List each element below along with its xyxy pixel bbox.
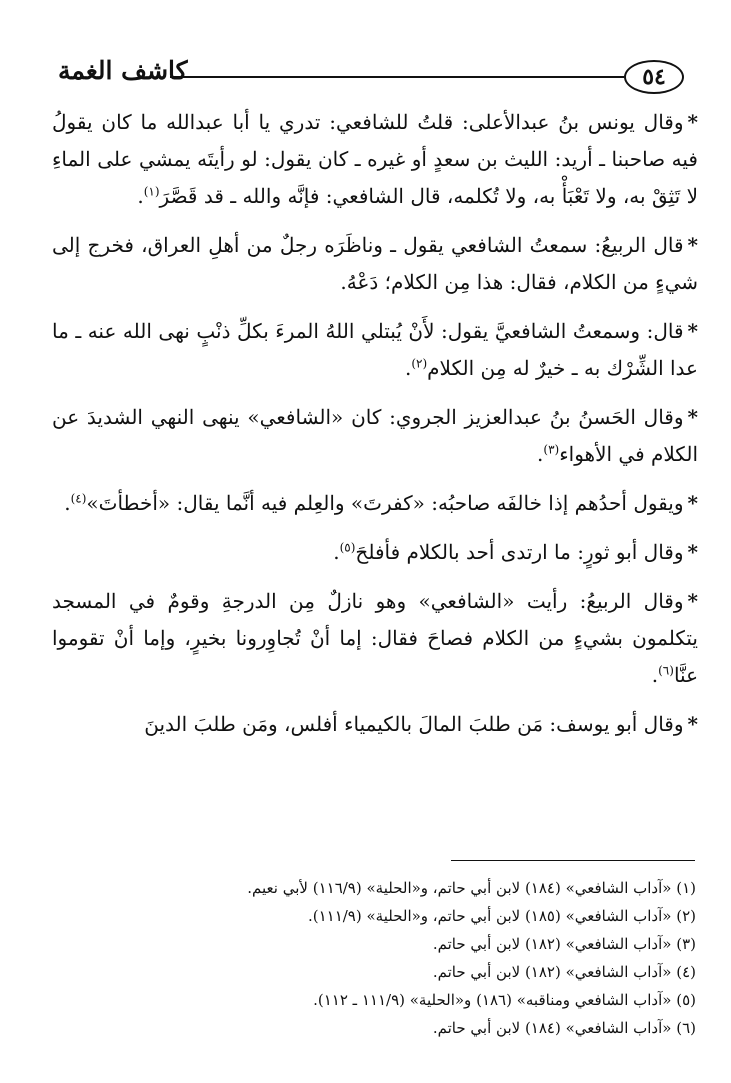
footnote: (٦) «آداب الشافعي» (١٨٤) لابن أبي حاتم. [432,1019,696,1037]
footnote: (٢) «آداب الشافعي» (١٨٥) لابن أبي حاتم، و«الحلية» (١١١/٩). [307,907,696,925]
paragraph-text: وقال يونس بنُ عبدالأعلى: قلتُ للشافعي: تدري يا أبا عبدالله ما كان يقولُ فيه صاحبنا ـ أريد: الليث بن سعدٍ أو غيره ـ كان يقول: لو رأيتَه يمشي على الماءِ لا تَثِقْ به، ولا تَعْبَأْ به، ولا تُكلمه، قال الشافعي: فإنَّه والله ـ قد قَصَّرَ [52,110,698,208]
paragraph [52,583,698,694]
footnote-marker: (٢) [411,356,428,371]
paragraph-tail: . [537,442,544,466]
paragraph-tail: . [64,491,71,515]
star-bullet: * [687,540,698,564]
paragraph-text: وقال أبو يوسف: مَن طلبَ المالَ بالكيمياء أفلس، ومَن طلبَ الدينَ [144,712,684,736]
star-bullet: * [687,589,698,613]
paragraph-text: قال: وسمعتُ الشافعيَّ يقول: لأَنْ يُبتلي اللهُ المرءَ بكلِّ ذنْبٍ نهى الله عنه ـ ما عدا الشِّرْك به ـ خيرٌ له مِن الكلام [52,319,698,380]
footnote: (٤) «آداب الشافعي» (١٨٢) لابن أبي حاتم. [432,963,696,981]
paragraph [52,485,698,522]
paragraph [52,227,698,301]
footnote-separator [451,860,695,861]
paragraph [52,104,698,215]
star-bullet: * [687,319,698,343]
paragraph [52,313,698,387]
book-title: كاشف الغمة [58,56,188,85]
paragraph [52,706,698,743]
footnote: (٥) «آداب الشافعي ومناقبه» (١٨٦) و«الحلية» (١١١/٩ ـ ١١٢). [313,991,696,1009]
header-rule [170,76,624,78]
footnote-marker: (٤) [70,491,87,506]
star-bullet: * [687,233,698,257]
paragraph-text: وقال الحَسنُ بنُ عبدالعزيز الجروي: كان «الشافعي» ينهى النهي الشديدَ عن الكلام في الأهواء [52,405,698,466]
paragraph-tail: . [137,184,144,208]
footnote-marker: (٣) [543,442,560,457]
star-bullet: * [687,712,698,736]
paragraph [52,534,698,571]
footnote-marker: (٦) [658,663,674,678]
paragraph-text: قال الربيعُ: سمعتُ الشافعي يقول ـ وناظَرَه رجلٌ من أهلِ العراق، فخرج إلى شيءٍ من الكلام، فقال: هذا مِن الكلام؛ دَعْهُ. [52,233,698,294]
paragraph-tail: . [404,356,412,380]
paragraph [52,399,698,473]
paragraph-text: وقال أبو ثورٍ: ما ارتدى أحد بالكلام فأفلحَ [355,540,684,564]
star-bullet: * [687,405,698,429]
paragraph-tail: . [333,540,340,564]
footnote: (١) «آداب الشافعي» (١٨٤) لابن أبي حاتم، و«الحلية» (١١٦/٩) لأبي نعيم. [247,879,696,897]
paragraph-text: وقال الربيعُ: رأيت «الشافعي» وهو نازلٌ مِن الدرجةِ وقومٌ في المسجد يتكلمون بشيءٍ من الكلام فصاحَ فقال: إما أنْ تُجاوِرونا بخيرٍ، وإما أنْ تقوموا عنَّا [52,589,698,687]
footnote: (٣) «آداب الشافعي» (١٨٢) لابن أبي حاتم. [432,935,696,953]
star-bullet: * [687,110,698,134]
footnotes [180,874,696,1042]
footnote-marker: (١) [143,184,160,199]
paragraph-text: ويقول أحدُهم إذا خالفَه صاحبُه: «كفرتَ» والعِلم فيه أنَّما يقال: «أخطأتَ» [86,491,684,515]
star-bullet: * [687,491,698,515]
paragraph-tail: . [651,663,659,687]
footnote-marker: (٥) [339,540,356,555]
page-header [58,52,684,102]
page-number: ٥٤ [624,60,684,94]
body-text [52,104,698,755]
